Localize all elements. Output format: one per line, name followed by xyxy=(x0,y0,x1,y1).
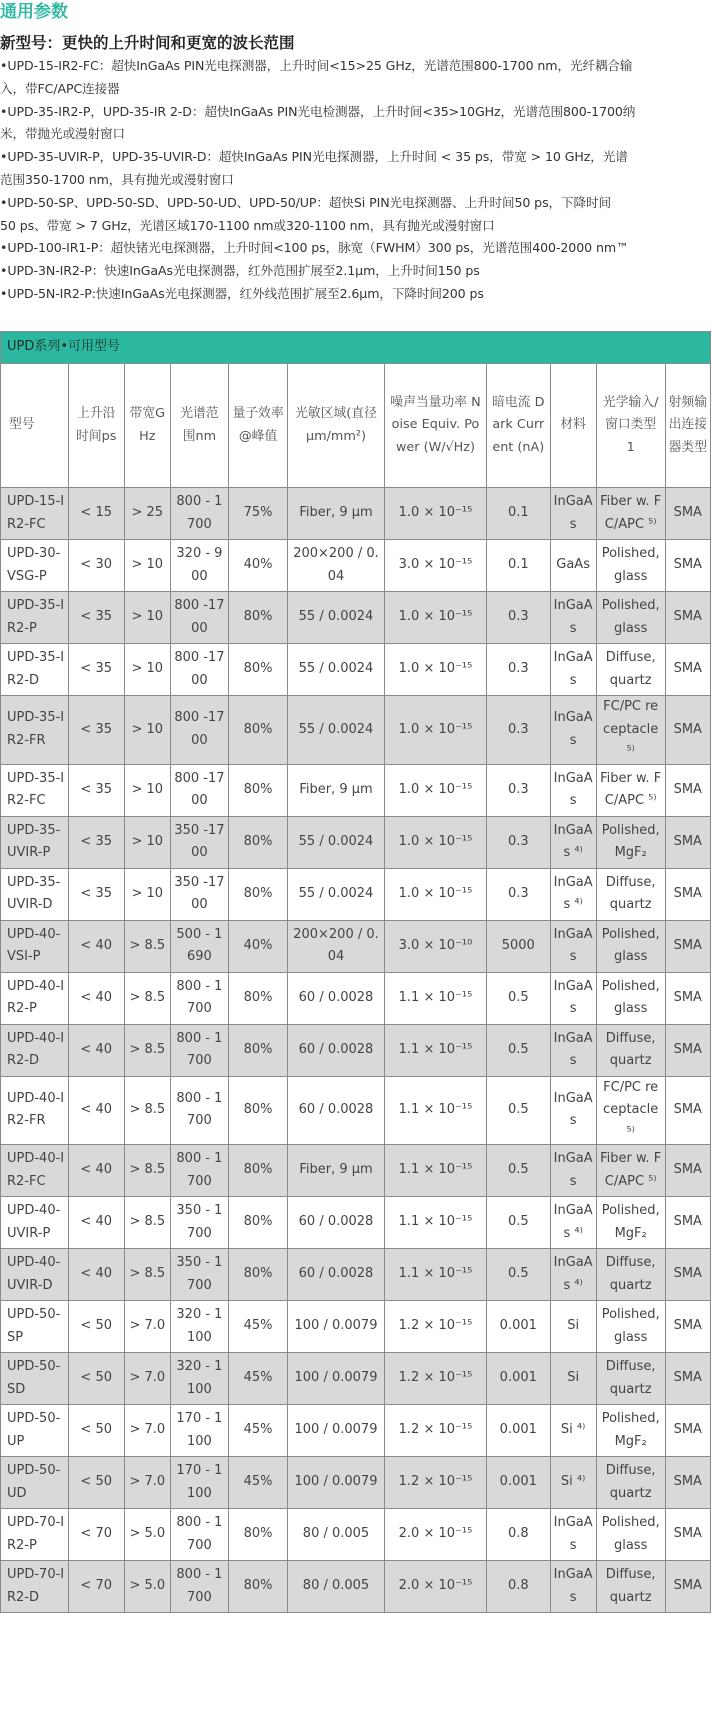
cell-spectral-range: 800 -1700 xyxy=(170,644,228,696)
cell-window-type: Polished, glass xyxy=(596,1301,665,1353)
cell-quantum-efficiency: 80% xyxy=(228,1076,287,1145)
cell-rf-connector: SMA xyxy=(665,1249,710,1301)
table-row xyxy=(1,1301,711,1353)
cell-active-area: 55 / 0.0024 xyxy=(288,696,385,765)
table-row xyxy=(1,1457,711,1509)
cell-material: InGaAs ⁴⁾ xyxy=(550,816,596,868)
cell-nep: 1.1 × 10⁻¹⁵ xyxy=(384,1145,486,1197)
table-row xyxy=(1,1076,711,1145)
cell-rise-time: < 15 xyxy=(68,488,124,540)
table-row xyxy=(1,592,711,644)
cell-material: Si ⁴⁾ xyxy=(550,1457,596,1509)
cell-bandwidth: > 5.0 xyxy=(124,1561,170,1613)
cell-rise-time: < 40 xyxy=(68,1145,124,1197)
cell-rise-time: < 50 xyxy=(68,1301,124,1353)
cell-quantum-efficiency: 80% xyxy=(228,1197,287,1249)
cell-rise-time: < 40 xyxy=(68,1076,124,1145)
cell-model: UPD-40-VSI-P xyxy=(1,920,69,972)
cell-dark-current: 0.001 xyxy=(487,1405,550,1457)
cell-spectral-range: 320 - 1100 xyxy=(170,1353,228,1405)
cell-spectral-range: 800 - 1700 xyxy=(170,1509,228,1561)
cell-model: UPD-40-IR2-FR xyxy=(1,1076,69,1145)
cell-window-type: Polished, MgF₂ xyxy=(596,1197,665,1249)
intro-line: •UPD-3N-IR2-P：快速InGaAs光电探测器，红外范围扩展至2.1µm，上升时间150 ps xyxy=(0,263,480,279)
cell-model: UPD-50-SP xyxy=(1,1301,69,1353)
cell-rf-connector: SMA xyxy=(665,1509,710,1561)
cell-rf-connector: SMA xyxy=(665,1301,710,1353)
cell-rf-connector: SMA xyxy=(665,488,710,540)
cell-material: InGaAs xyxy=(550,1076,596,1145)
cell-nep: 1.1 × 10⁻¹⁵ xyxy=(384,972,486,1024)
cell-dark-current: 0.3 xyxy=(487,868,550,920)
cell-rf-connector: SMA xyxy=(665,696,710,765)
table-row xyxy=(1,1024,711,1076)
cell-active-area: 55 / 0.0024 xyxy=(288,868,385,920)
table-row xyxy=(1,644,711,696)
cell-bandwidth: > 7.0 xyxy=(124,1457,170,1509)
cell-bandwidth: > 5.0 xyxy=(124,1509,170,1561)
cell-window-type: Diffuse, quartz xyxy=(596,1024,665,1076)
cell-model: UPD-40-UVIR-D xyxy=(1,1249,69,1301)
cell-model: UPD-70-IR2-D xyxy=(1,1561,69,1613)
cell-dark-current: 0.1 xyxy=(487,488,550,540)
cell-window-type: Diffuse, quartz xyxy=(596,1561,665,1613)
cell-bandwidth: > 8.5 xyxy=(124,1145,170,1197)
cell-rise-time: < 35 xyxy=(68,816,124,868)
intro-line: •UPD-100-IR1-P：超快锗光电探测器，上升时间<100 ps，脉宽（FWHM）300 ps，光谱范围400-2000 nm™ xyxy=(0,240,629,256)
intro-line: 入，带FC/APC连接器 xyxy=(0,80,120,96)
cell-nep: 1.1 × 10⁻¹⁵ xyxy=(384,1024,486,1076)
cell-active-area: 100 / 0.0079 xyxy=(288,1353,385,1405)
cell-rf-connector: SMA xyxy=(665,1353,710,1405)
header-nep: 噪声当量功率 Noise Equiv. Power (W/√Hz) xyxy=(384,364,486,488)
cell-window-type: Polished, glass xyxy=(596,920,665,972)
cell-model: UPD-50-UD xyxy=(1,1457,69,1509)
cell-spectral-range: 800 - 1700 xyxy=(170,972,228,1024)
cell-bandwidth: > 8.5 xyxy=(124,920,170,972)
cell-dark-current: 0.3 xyxy=(487,696,550,765)
cell-active-area: 200×200 / 0.04 xyxy=(288,540,385,592)
cell-material: Si xyxy=(550,1353,596,1405)
cell-rise-time: < 50 xyxy=(68,1457,124,1509)
cell-material: InGaAs xyxy=(550,972,596,1024)
cell-dark-current: 0.5 xyxy=(487,1197,550,1249)
cell-quantum-efficiency: 40% xyxy=(228,540,287,592)
cell-rf-connector: SMA xyxy=(665,644,710,696)
cell-material: InGaAs ⁴⁾ xyxy=(550,1197,596,1249)
cell-spectral-range: 350 -1700 xyxy=(170,816,228,868)
cell-window-type: Polished, glass xyxy=(596,972,665,1024)
cell-rise-time: < 35 xyxy=(68,868,124,920)
table-row xyxy=(1,488,711,540)
cell-active-area: 100 / 0.0079 xyxy=(288,1457,385,1509)
cell-bandwidth: > 7.0 xyxy=(124,1301,170,1353)
header-bandwidth: 带宽GHz xyxy=(124,364,170,488)
cell-rise-time: < 35 xyxy=(68,644,124,696)
intro-block xyxy=(0,32,712,306)
cell-active-area: 60 / 0.0028 xyxy=(288,1024,385,1076)
cell-material: InGaAs xyxy=(550,1561,596,1613)
table-row xyxy=(1,1249,711,1301)
intro-line: 50 ps、带宽 > 7 GHz，光谱区域170-1100 nm或320-1100 nm，具有抛光或漫射窗口 xyxy=(0,217,495,233)
cell-model: UPD-40-IR2-FC xyxy=(1,1145,69,1197)
cell-spectral-range: 170 - 1100 xyxy=(170,1457,228,1509)
cell-active-area: 60 / 0.0028 xyxy=(288,1197,385,1249)
cell-bandwidth: > 10 xyxy=(124,592,170,644)
cell-active-area: 60 / 0.0028 xyxy=(288,1249,385,1301)
cell-window-type: Polished, glass xyxy=(596,592,665,644)
cell-nep: 1.0 × 10⁻¹⁵ xyxy=(384,644,486,696)
cell-rf-connector: SMA xyxy=(665,1076,710,1145)
table-row xyxy=(1,1405,711,1457)
cell-bandwidth: > 10 xyxy=(124,696,170,765)
cell-active-area: 55 / 0.0024 xyxy=(288,644,385,696)
intro-line: •UPD-15-IR2-FC：超快InGaAs PIN光电探测器，上升时间<15>25 GHz，光谱范围800-1700 nm，光纤耦合输 xyxy=(0,58,633,73)
intro-line: 范围350-1700 nm，具有抛光或漫射窗口 xyxy=(0,171,234,187)
cell-active-area: 55 / 0.0024 xyxy=(288,816,385,868)
cell-spectral-range: 320 - 900 xyxy=(170,540,228,592)
cell-window-type: Diffuse, quartz xyxy=(596,1249,665,1301)
cell-spectral-range: 800 -1700 xyxy=(170,764,228,816)
header-window-type: 光学输入/窗口类型 1 xyxy=(596,364,665,488)
cell-nep: 1.2 × 10⁻¹⁵ xyxy=(384,1457,486,1509)
cell-bandwidth: > 8.5 xyxy=(124,1076,170,1145)
cell-spectral-range: 800 - 1700 xyxy=(170,1076,228,1145)
cell-material: GaAs xyxy=(550,540,596,592)
cell-dark-current: 0.001 xyxy=(487,1301,550,1353)
cell-bandwidth: > 7.0 xyxy=(124,1405,170,1457)
cell-rf-connector: SMA xyxy=(665,1145,710,1197)
cell-quantum-efficiency: 80% xyxy=(228,1561,287,1613)
cell-window-type: Polished, glass xyxy=(596,540,665,592)
cell-model: UPD-70-IR2-P xyxy=(1,1509,69,1561)
cell-rise-time: < 40 xyxy=(68,920,124,972)
cell-material: InGaAs xyxy=(550,696,596,765)
cell-rf-connector: SMA xyxy=(665,868,710,920)
cell-nep: 1.1 × 10⁻¹⁵ xyxy=(384,1076,486,1145)
header-model: 型号 xyxy=(1,364,69,488)
cell-quantum-efficiency: 80% xyxy=(228,1249,287,1301)
cell-nep: 3.0 × 10⁻¹⁰ xyxy=(384,920,486,972)
table-row xyxy=(1,1509,711,1561)
cell-quantum-efficiency: 45% xyxy=(228,1353,287,1405)
cell-quantum-efficiency: 45% xyxy=(228,1457,287,1509)
cell-window-type: Fiber w. FC/APC ⁵⁾ xyxy=(596,488,665,540)
cell-nep: 1.0 × 10⁻¹⁵ xyxy=(384,488,486,540)
cell-dark-current: 0.001 xyxy=(487,1457,550,1509)
cell-rf-connector: SMA xyxy=(665,972,710,1024)
cell-active-area: Fiber, 9 µm xyxy=(288,488,385,540)
cell-dark-current: 0.8 xyxy=(487,1509,550,1561)
cell-active-area: 60 / 0.0028 xyxy=(288,1076,385,1145)
cell-window-type: Fiber w. FC/APC ⁵⁾ xyxy=(596,1145,665,1197)
cell-material: Si ⁴⁾ xyxy=(550,1405,596,1457)
cell-dark-current: 0.5 xyxy=(487,1145,550,1197)
cell-material: InGaAs xyxy=(550,1024,596,1076)
cell-nep: 1.0 × 10⁻¹⁵ xyxy=(384,868,486,920)
cell-model: UPD-50-UP xyxy=(1,1405,69,1457)
cell-rise-time: < 35 xyxy=(68,696,124,765)
cell-model: UPD-50-SD xyxy=(1,1353,69,1405)
cell-bandwidth: > 8.5 xyxy=(124,972,170,1024)
header-dark-current: 暗电流 Dark Current (nA) xyxy=(487,364,550,488)
cell-quantum-efficiency: 80% xyxy=(228,696,287,765)
header-rise-time: 上升沿时间ps xyxy=(68,364,124,488)
cell-rise-time: < 30 xyxy=(68,540,124,592)
cell-nep: 1.1 × 10⁻¹⁵ xyxy=(384,1249,486,1301)
cell-quantum-efficiency: 80% xyxy=(228,644,287,696)
cell-dark-current: 0.5 xyxy=(487,1024,550,1076)
cell-rise-time: < 35 xyxy=(68,764,124,816)
cell-rise-time: < 50 xyxy=(68,1353,124,1405)
cell-model: UPD-30-VSG-P xyxy=(1,540,69,592)
cell-spectral-range: 320 - 1100 xyxy=(170,1301,228,1353)
cell-active-area: Fiber, 9 µm xyxy=(288,764,385,816)
cell-material: InGaAs ⁴⁾ xyxy=(550,868,596,920)
table-row xyxy=(1,764,711,816)
cell-quantum-efficiency: 80% xyxy=(228,1509,287,1561)
cell-nep: 1.2 × 10⁻¹⁵ xyxy=(384,1301,486,1353)
cell-material: InGaAs xyxy=(550,1509,596,1561)
cell-rise-time: < 40 xyxy=(68,1197,124,1249)
cell-dark-current: 0.5 xyxy=(487,1249,550,1301)
cell-rise-time: < 40 xyxy=(68,1024,124,1076)
cell-bandwidth: > 8.5 xyxy=(124,1024,170,1076)
table-row xyxy=(1,1353,711,1405)
cell-nep: 1.2 × 10⁻¹⁵ xyxy=(384,1353,486,1405)
cell-window-type: Diffuse, quartz xyxy=(596,868,665,920)
table-row xyxy=(1,540,711,592)
header-active-area: 光敏区域(直径µm/mm²) xyxy=(288,364,385,488)
intro-line: •UPD-50-SP、UPD-50-SD、UPD-50-UD、UPD-50/UP：超快Si PIN光电探测器、上升时间50 ps，下降时间 xyxy=(0,194,612,210)
cell-material: InGaAs ⁴⁾ xyxy=(550,1249,596,1301)
cell-rf-connector: SMA xyxy=(665,540,710,592)
cell-model: UPD-40-UVIR-P xyxy=(1,1197,69,1249)
cell-quantum-efficiency: 80% xyxy=(228,972,287,1024)
cell-model: UPD-35-IR2-FR xyxy=(1,696,69,765)
cell-nep: 1.0 × 10⁻¹⁵ xyxy=(384,592,486,644)
cell-model: UPD-40-IR2-D xyxy=(1,1024,69,1076)
cell-rf-connector: SMA xyxy=(665,1561,710,1613)
table-body xyxy=(1,488,711,1613)
cell-rise-time: < 40 xyxy=(68,1249,124,1301)
cell-quantum-efficiency: 45% xyxy=(228,1405,287,1457)
cell-bandwidth: > 10 xyxy=(124,764,170,816)
cell-bandwidth: > 10 xyxy=(124,868,170,920)
cell-active-area: 200×200 / 0.04 xyxy=(288,920,385,972)
header-spectral-range: 光谱范围nm xyxy=(170,364,228,488)
cell-window-type: Polished, MgF₂ xyxy=(596,1405,665,1457)
header-quantum-efficiency: 量子效率@峰值 xyxy=(228,364,287,488)
section-title: 通用参数 xyxy=(0,2,68,22)
cell-rf-connector: SMA xyxy=(665,1024,710,1076)
cell-rise-time: < 70 xyxy=(68,1509,124,1561)
cell-rise-time: < 70 xyxy=(68,1561,124,1613)
intro-heading: 新型号：更快的上升时间和更宽的波长范围 xyxy=(0,34,295,52)
cell-rf-connector: SMA xyxy=(665,1197,710,1249)
cell-bandwidth: > 8.5 xyxy=(124,1249,170,1301)
cell-spectral-range: 500 - 1690 xyxy=(170,920,228,972)
cell-rise-time: < 40 xyxy=(68,972,124,1024)
cell-material: InGaAs xyxy=(550,1145,596,1197)
cell-material: InGaAs xyxy=(550,644,596,696)
cell-dark-current: 0.3 xyxy=(487,764,550,816)
table-row xyxy=(1,1197,711,1249)
cell-dark-current: 0.3 xyxy=(487,816,550,868)
cell-window-type: FC/PC receptacle ⁵⁾ xyxy=(596,696,665,765)
table-row xyxy=(1,1561,711,1613)
cell-quantum-efficiency: 40% xyxy=(228,920,287,972)
cell-bandwidth: > 10 xyxy=(124,540,170,592)
intro-lines xyxy=(0,55,712,306)
cell-quantum-efficiency: 80% xyxy=(228,592,287,644)
cell-spectral-range: 800 - 1700 xyxy=(170,1024,228,1076)
cell-window-type: Diffuse, quartz xyxy=(596,644,665,696)
cell-model: UPD-35-IR2-D xyxy=(1,644,69,696)
cell-rise-time: < 35 xyxy=(68,592,124,644)
cell-spectral-range: 350 - 1700 xyxy=(170,1249,228,1301)
cell-spectral-range: 350 -1700 xyxy=(170,868,228,920)
cell-bandwidth: > 8.5 xyxy=(124,1197,170,1249)
cell-material: InGaAs xyxy=(550,488,596,540)
cell-quantum-efficiency: 45% xyxy=(228,1301,287,1353)
cell-window-type: FC/PC receptacle ⁵⁾ xyxy=(596,1076,665,1145)
cell-model: UPD-40-IR2-P xyxy=(1,972,69,1024)
cell-spectral-range: 350 - 1700 xyxy=(170,1197,228,1249)
cell-dark-current: 0.3 xyxy=(487,644,550,696)
cell-active-area: 100 / 0.0079 xyxy=(288,1301,385,1353)
cell-dark-current: 0.1 xyxy=(487,540,550,592)
table-row xyxy=(1,696,711,765)
cell-material: InGaAs xyxy=(550,764,596,816)
cell-quantum-efficiency: 75% xyxy=(228,488,287,540)
cell-dark-current: 0.5 xyxy=(487,1076,550,1145)
cell-active-area: Fiber, 9 µm xyxy=(288,1145,385,1197)
cell-rf-connector: SMA xyxy=(665,592,710,644)
cell-spectral-range: 800 -1700 xyxy=(170,592,228,644)
cell-active-area: 80 / 0.005 xyxy=(288,1561,385,1613)
cell-nep: 1.0 × 10⁻¹⁵ xyxy=(384,816,486,868)
cell-spectral-range: 800 - 1700 xyxy=(170,1145,228,1197)
cell-active-area: 60 / 0.0028 xyxy=(288,972,385,1024)
cell-window-type: Polished, glass xyxy=(596,1509,665,1561)
cell-spectral-range: 800 -1700 xyxy=(170,696,228,765)
model-table xyxy=(0,331,711,1613)
cell-spectral-range: 800 - 1700 xyxy=(170,1561,228,1613)
cell-rise-time: < 50 xyxy=(68,1405,124,1457)
table-header-row xyxy=(1,364,711,488)
cell-model: UPD-35-IR2-FC xyxy=(1,764,69,816)
header-rf-connector: 射频输出连接器类型 xyxy=(665,364,710,488)
header-material: 材料 xyxy=(550,364,596,488)
cell-dark-current: 0.001 xyxy=(487,1353,550,1405)
intro-line: 米，带抛光或漫射窗口 xyxy=(0,126,125,142)
cell-nep: 1.0 × 10⁻¹⁵ xyxy=(384,696,486,765)
cell-rf-connector: SMA xyxy=(665,764,710,816)
cell-spectral-range: 800 - 1700 xyxy=(170,488,228,540)
cell-window-type: Polished, MgF₂ xyxy=(596,816,665,868)
table-caption: UPD系列•可用型号 xyxy=(1,332,711,364)
cell-quantum-efficiency: 80% xyxy=(228,1145,287,1197)
table-row xyxy=(1,816,711,868)
cell-nep: 1.0 × 10⁻¹⁵ xyxy=(384,764,486,816)
cell-rf-connector: SMA xyxy=(665,816,710,868)
cell-active-area: 100 / 0.0079 xyxy=(288,1405,385,1457)
cell-window-type: Fiber w. FC/APC ⁵⁾ xyxy=(596,764,665,816)
cell-dark-current: 5000 xyxy=(487,920,550,972)
cell-model: UPD-35-UVIR-P xyxy=(1,816,69,868)
cell-quantum-efficiency: 80% xyxy=(228,764,287,816)
cell-dark-current: 0.8 xyxy=(487,1561,550,1613)
cell-quantum-efficiency: 80% xyxy=(228,868,287,920)
cell-nep: 2.0 × 10⁻¹⁵ xyxy=(384,1561,486,1613)
cell-rf-connector: SMA xyxy=(665,1405,710,1457)
cell-spectral-range: 170 - 1100 xyxy=(170,1405,228,1457)
cell-bandwidth: > 25 xyxy=(124,488,170,540)
cell-nep: 2.0 × 10⁻¹⁵ xyxy=(384,1509,486,1561)
cell-dark-current: 0.5 xyxy=(487,972,550,1024)
cell-rf-connector: SMA xyxy=(665,1457,710,1509)
cell-quantum-efficiency: 80% xyxy=(228,1024,287,1076)
cell-rf-connector: SMA xyxy=(665,920,710,972)
cell-model: UPD-35-IR2-P xyxy=(1,592,69,644)
cell-model: UPD-15-IR2-FC xyxy=(1,488,69,540)
cell-nep: 1.1 × 10⁻¹⁵ xyxy=(384,1197,486,1249)
cell-window-type: Diffuse, quartz xyxy=(596,1457,665,1509)
cell-window-type: Diffuse, quartz xyxy=(596,1353,665,1405)
cell-quantum-efficiency: 80% xyxy=(228,816,287,868)
cell-material: InGaAs xyxy=(550,920,596,972)
cell-active-area: 80 / 0.005 xyxy=(288,1509,385,1561)
intro-line: •UPD-35-IR2-P，UPD-35-IR 2-D：超快InGaAs PIN光电检测器，上升时间<35>10GHz，光谱范围800-1700纳 xyxy=(0,103,636,119)
cell-nep: 3.0 × 10⁻¹⁵ xyxy=(384,540,486,592)
intro-line: •UPD-5N-IR2-P:快速InGaAs光电探测器，红外线范围扩展至2.6µm，下降时间200 ps xyxy=(0,285,484,301)
cell-material: InGaAs xyxy=(550,592,596,644)
cell-bandwidth: > 10 xyxy=(124,644,170,696)
intro-line: •UPD-35-UVIR-P，UPD-35-UVIR-D：超快InGaAs PIN光电探测器，上升时间 < 35 ps，带宽 > 10 GHz，光谱 xyxy=(0,149,628,165)
cell-active-area: 55 / 0.0024 xyxy=(288,592,385,644)
table-row xyxy=(1,920,711,972)
table-row xyxy=(1,1145,711,1197)
cell-bandwidth: > 10 xyxy=(124,816,170,868)
table-row xyxy=(1,972,711,1024)
cell-model: UPD-35-UVIR-D xyxy=(1,868,69,920)
table-row xyxy=(1,868,711,920)
cell-nep: 1.2 × 10⁻¹⁵ xyxy=(384,1405,486,1457)
cell-dark-current: 0.3 xyxy=(487,592,550,644)
cell-material: Si xyxy=(550,1301,596,1353)
cell-bandwidth: > 7.0 xyxy=(124,1353,170,1405)
